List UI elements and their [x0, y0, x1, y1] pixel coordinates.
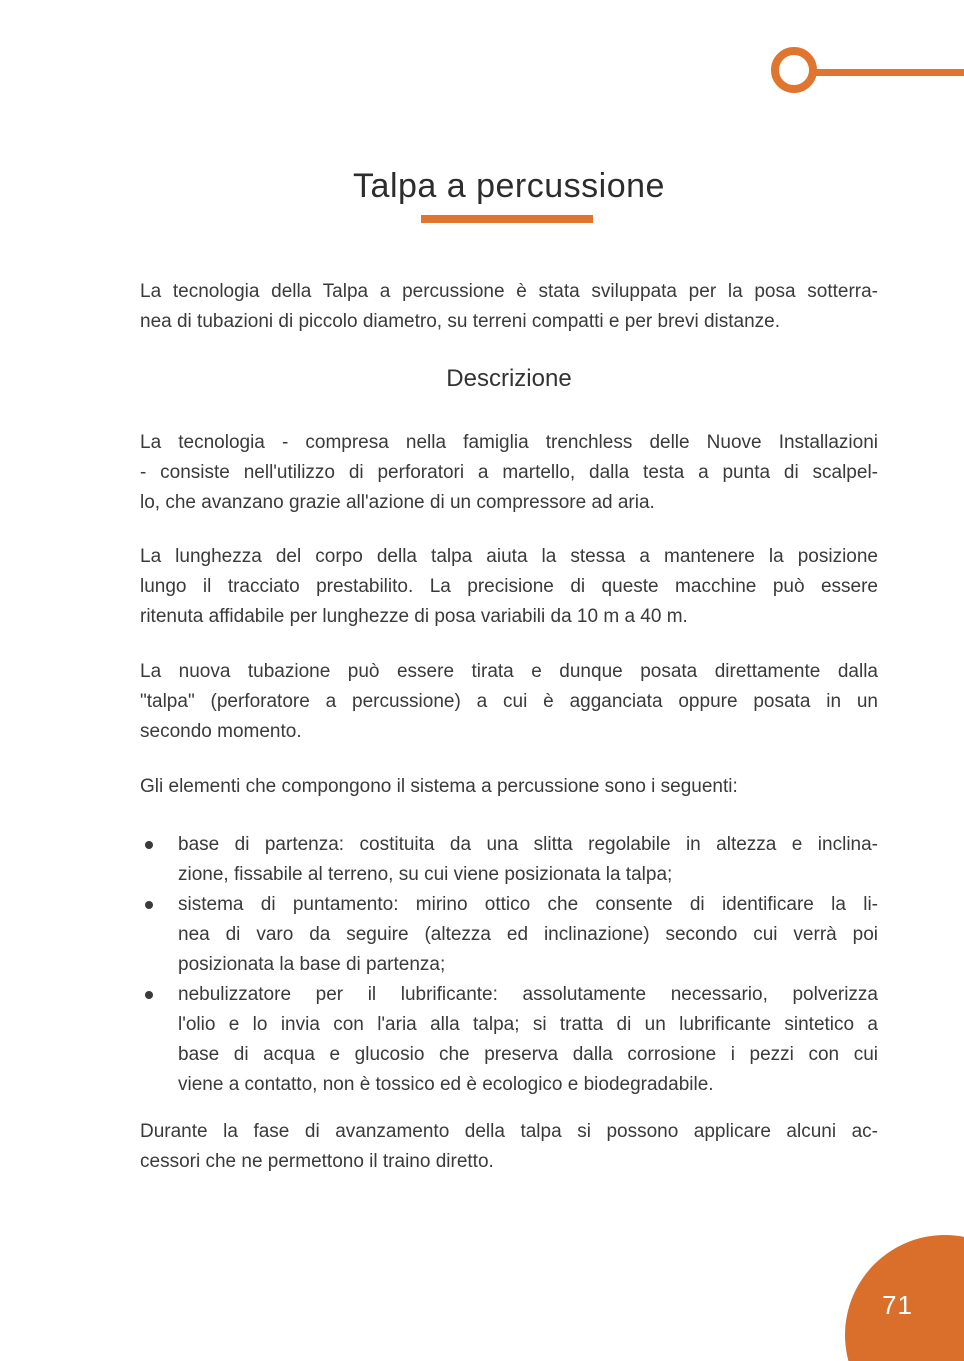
- text-line: La nuova tubazione può essere tirata e dunque posata direttamente dalla: [140, 661, 878, 682]
- bullet-dot-icon: [140, 980, 178, 1100]
- text-line: lo, che avanzano grazie all'azione di un compressore ad aria.: [140, 492, 655, 513]
- text-line: nebulizzatore per il lubrificante: assolutamente necessario, polverizza: [178, 984, 878, 1005]
- text-line: lungo il tracciato prestabilito. La precisione di queste macchine può essere: [140, 576, 878, 597]
- bullet-list: [140, 830, 878, 1100]
- paragraph-length: [140, 542, 878, 632]
- bullet-item: [140, 830, 878, 890]
- text-line: La lunghezza del corpo della talpa aiuta la stessa a mantenere la posizione: [140, 546, 878, 567]
- text-line: nea di varo da seguire (altezza ed inclinazione) secondo cui verrà poi: [178, 924, 878, 945]
- bullet-text: [178, 980, 878, 1100]
- page-title: Talpa a percussione: [353, 167, 665, 205]
- text-line: l'olio e lo invia con l'aria alla talpa; si tratta di un lubrificante sintetico a: [178, 1014, 878, 1035]
- bullet-text: [178, 890, 878, 980]
- bullet-item: [140, 980, 878, 1100]
- title-underline: [421, 215, 593, 223]
- text-line: cessori che ne permettono il traino diretto.: [140, 1151, 494, 1172]
- text-line: ritenuta affidabile per lunghezze di posa variabili da 10 m a 40 m.: [140, 606, 688, 627]
- content-column: [140, 0, 878, 1177]
- text-line: Durante la fase di avanzamento della talpa si possono applicare alcuni ac-: [140, 1121, 878, 1142]
- closing-paragraph: [140, 1117, 878, 1177]
- text-line: "talpa" (perforatore a percussione) a cui è agganciata oppure posata in un: [140, 691, 878, 712]
- text-line: zione, fissabile al terreno, su cui viene posizionata la talpa;: [178, 864, 673, 885]
- bullet-dot-icon: [140, 830, 178, 890]
- paragraph-elements-lead: [140, 772, 878, 802]
- paragraph-technology: [140, 428, 878, 518]
- text-line: - consiste nell'utilizzo di perforatori a martello, dalla testa a punta di scalpel-: [140, 462, 878, 483]
- intro-paragraph: [140, 277, 878, 337]
- paragraph-pipe: [140, 657, 878, 747]
- text-line: nea di tubazioni di piccolo diametro, su terreni compatti e per brevi distanze.: [140, 311, 781, 332]
- text-line: base di acqua e glucosio che preserva dalla corrosione i pezzi con cui: [178, 1044, 878, 1065]
- text-line: La tecnologia della Talpa a percussione è stata sviluppata per la posa sotterra-: [140, 281, 878, 302]
- page-number: 71: [882, 1290, 913, 1320]
- text-line: secondo momento.: [140, 721, 302, 742]
- text-line: Gli elementi che compongono il sistema a percussione sono i seguenti:: [140, 776, 738, 797]
- bullet-dot-icon: [140, 890, 178, 980]
- section-heading-descrizione: Descrizione: [446, 365, 572, 392]
- text-line: sistema di puntamento: mirino ottico che consente di identificare la li-: [178, 894, 878, 915]
- text-line: posizionata la base di partenza;: [178, 954, 446, 975]
- text-line: viene a contatto, non è tossico ed è ecologico e biodegradabile.: [178, 1074, 714, 1095]
- bullet-item: [140, 890, 878, 980]
- text-line: base di partenza: costituita da una slitta regolabile in altezza e inclina-: [178, 834, 878, 855]
- text-line: La tecnologia - compresa nella famiglia trenchless delle Nuove Installazioni: [140, 432, 878, 453]
- bullet-text: [178, 830, 878, 890]
